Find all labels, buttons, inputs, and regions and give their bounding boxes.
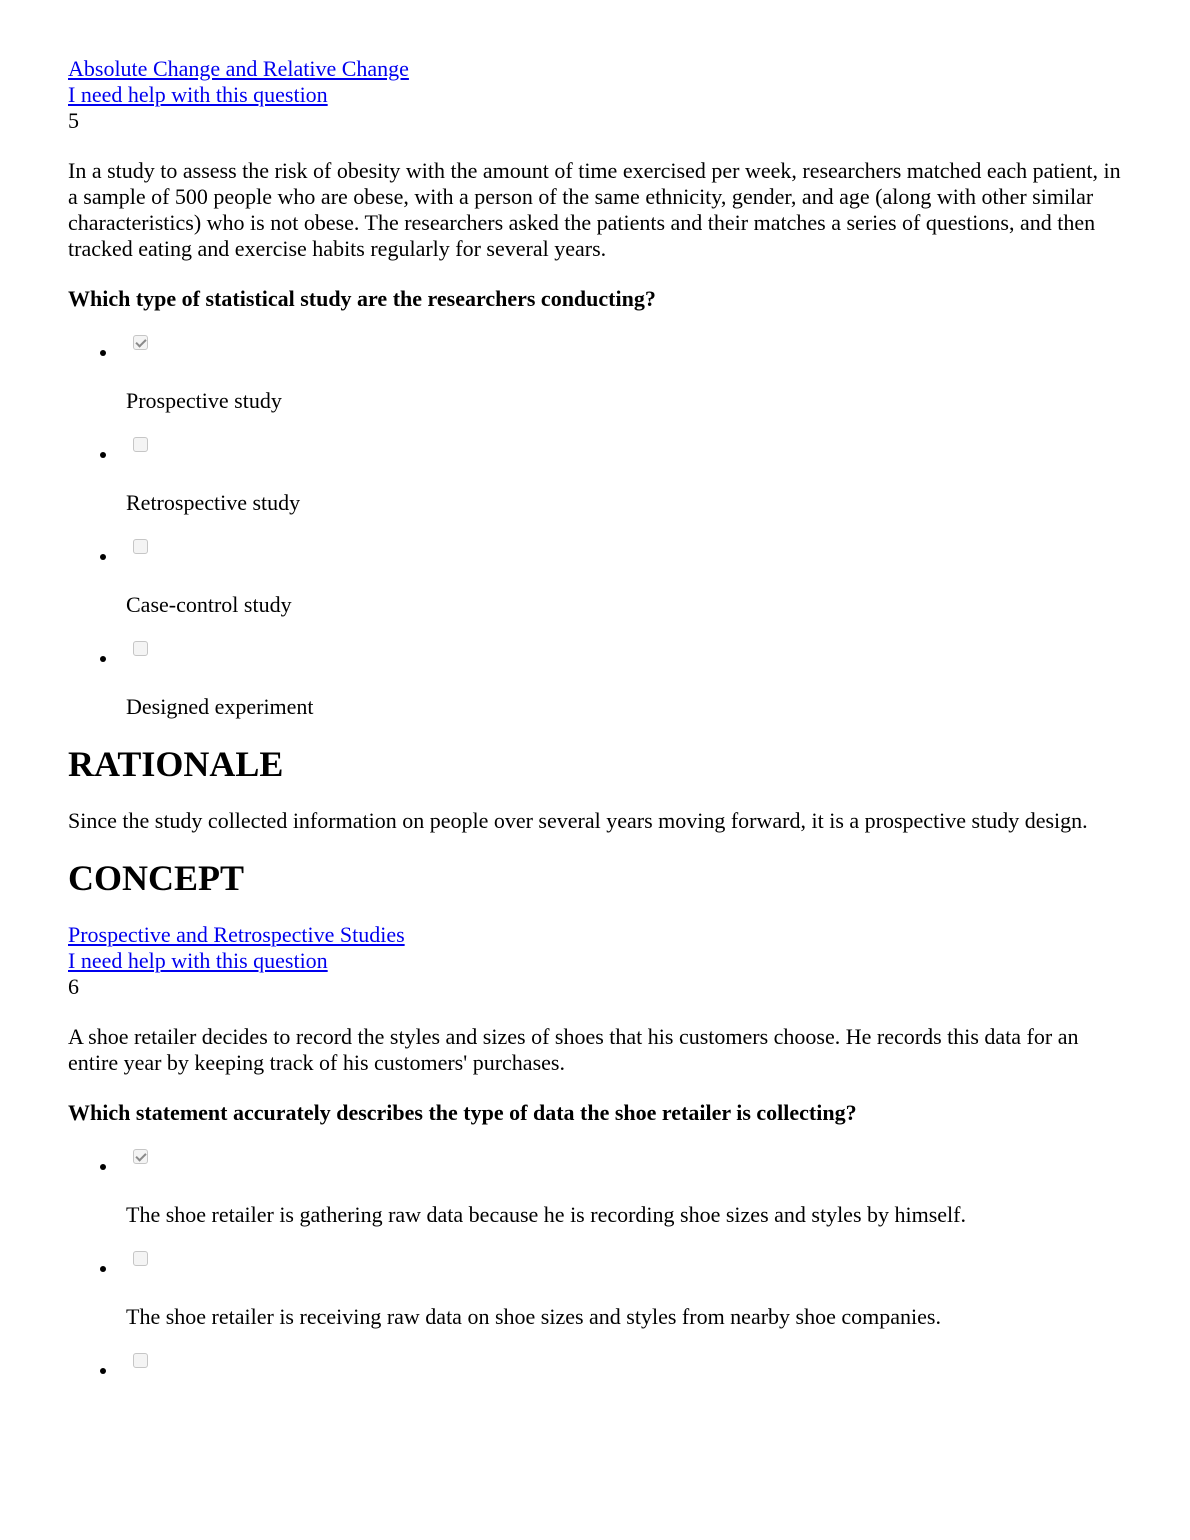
page-content <box>68 56 1128 1381</box>
question-stem: In a study to assess the risk of obesity with the amount of time exercised per week, researchers matched each patient, in a sample of 500 people who are obese, with a person of the same ethnicity, gender, and age (along with other similar characteristics) who is not obese. The researchers asked the patients and their matches a series of questions, and then tracked eating and exercise habits regularly for several years. <box>68 158 1121 261</box>
answer-label: Retrospective study <box>126 490 301 515</box>
answer-option <box>68 1355 1128 1381</box>
answer-label: The shoe retailer is gathering raw data because he is recording shoe sizes and styles by himself. <box>126 1202 966 1227</box>
bullet-icon <box>100 1164 106 1170</box>
concept-link-q5[interactable]: Absolute Change and Relative Change <box>68 56 409 81</box>
question-stem: A shoe retailer decides to record the styles and sizes of shoes that his customers choose. He records this data for an entire year by keeping track of his customers' purchases. <box>68 1024 1079 1075</box>
question-prompt: Which type of statistical study are the researchers conducting? <box>68 286 656 311</box>
help-link-q6[interactable]: I need help with this question <box>68 948 328 973</box>
answer-option <box>68 643 1128 720</box>
bullet-icon <box>100 1266 106 1272</box>
answer-option <box>68 541 1128 618</box>
checkbox[interactable] <box>133 641 148 656</box>
answer-option <box>68 1253 1128 1330</box>
question-number: 5 <box>68 108 79 133</box>
bullet-icon <box>100 350 106 356</box>
checkbox-checked[interactable] <box>133 1149 148 1164</box>
question-prompt: Which statement accurately describes the type of data the shoe retailer is collecting? <box>68 1100 857 1125</box>
bullet-icon <box>100 452 106 458</box>
bullet-icon <box>100 656 106 662</box>
bullet-icon <box>100 1368 106 1374</box>
checkbox[interactable] <box>133 539 148 554</box>
concept-link-q6[interactable]: Prospective and Retrospective Studies <box>68 922 405 947</box>
bullet-icon <box>100 554 106 560</box>
checkbox[interactable] <box>133 1353 148 1368</box>
checkbox[interactable] <box>133 1251 148 1266</box>
answer-label: Case-control study <box>126 592 292 617</box>
answer-option <box>68 1151 1128 1228</box>
checkbox-checked[interactable] <box>133 335 148 350</box>
answer-options <box>68 337 1128 720</box>
rationale-heading: RATIONALE <box>68 744 284 784</box>
answer-label: Prospective study <box>126 388 282 413</box>
answer-option <box>68 337 1128 414</box>
checkbox[interactable] <box>133 437 148 452</box>
answer-label: The shoe retailer is receiving raw data on shoe sizes and styles from nearby shoe companies. <box>126 1304 941 1329</box>
help-link-q5[interactable]: I need help with this question <box>68 82 328 107</box>
answer-label: Designed experiment <box>126 694 314 719</box>
answer-option <box>68 439 1128 516</box>
question-number: 6 <box>68 974 79 999</box>
rationale-text: Since the study collected information on people over several years moving forward, it is a prospective study design. <box>68 808 1088 833</box>
answer-options <box>68 1151 1128 1381</box>
concept-heading: CONCEPT <box>68 858 245 898</box>
